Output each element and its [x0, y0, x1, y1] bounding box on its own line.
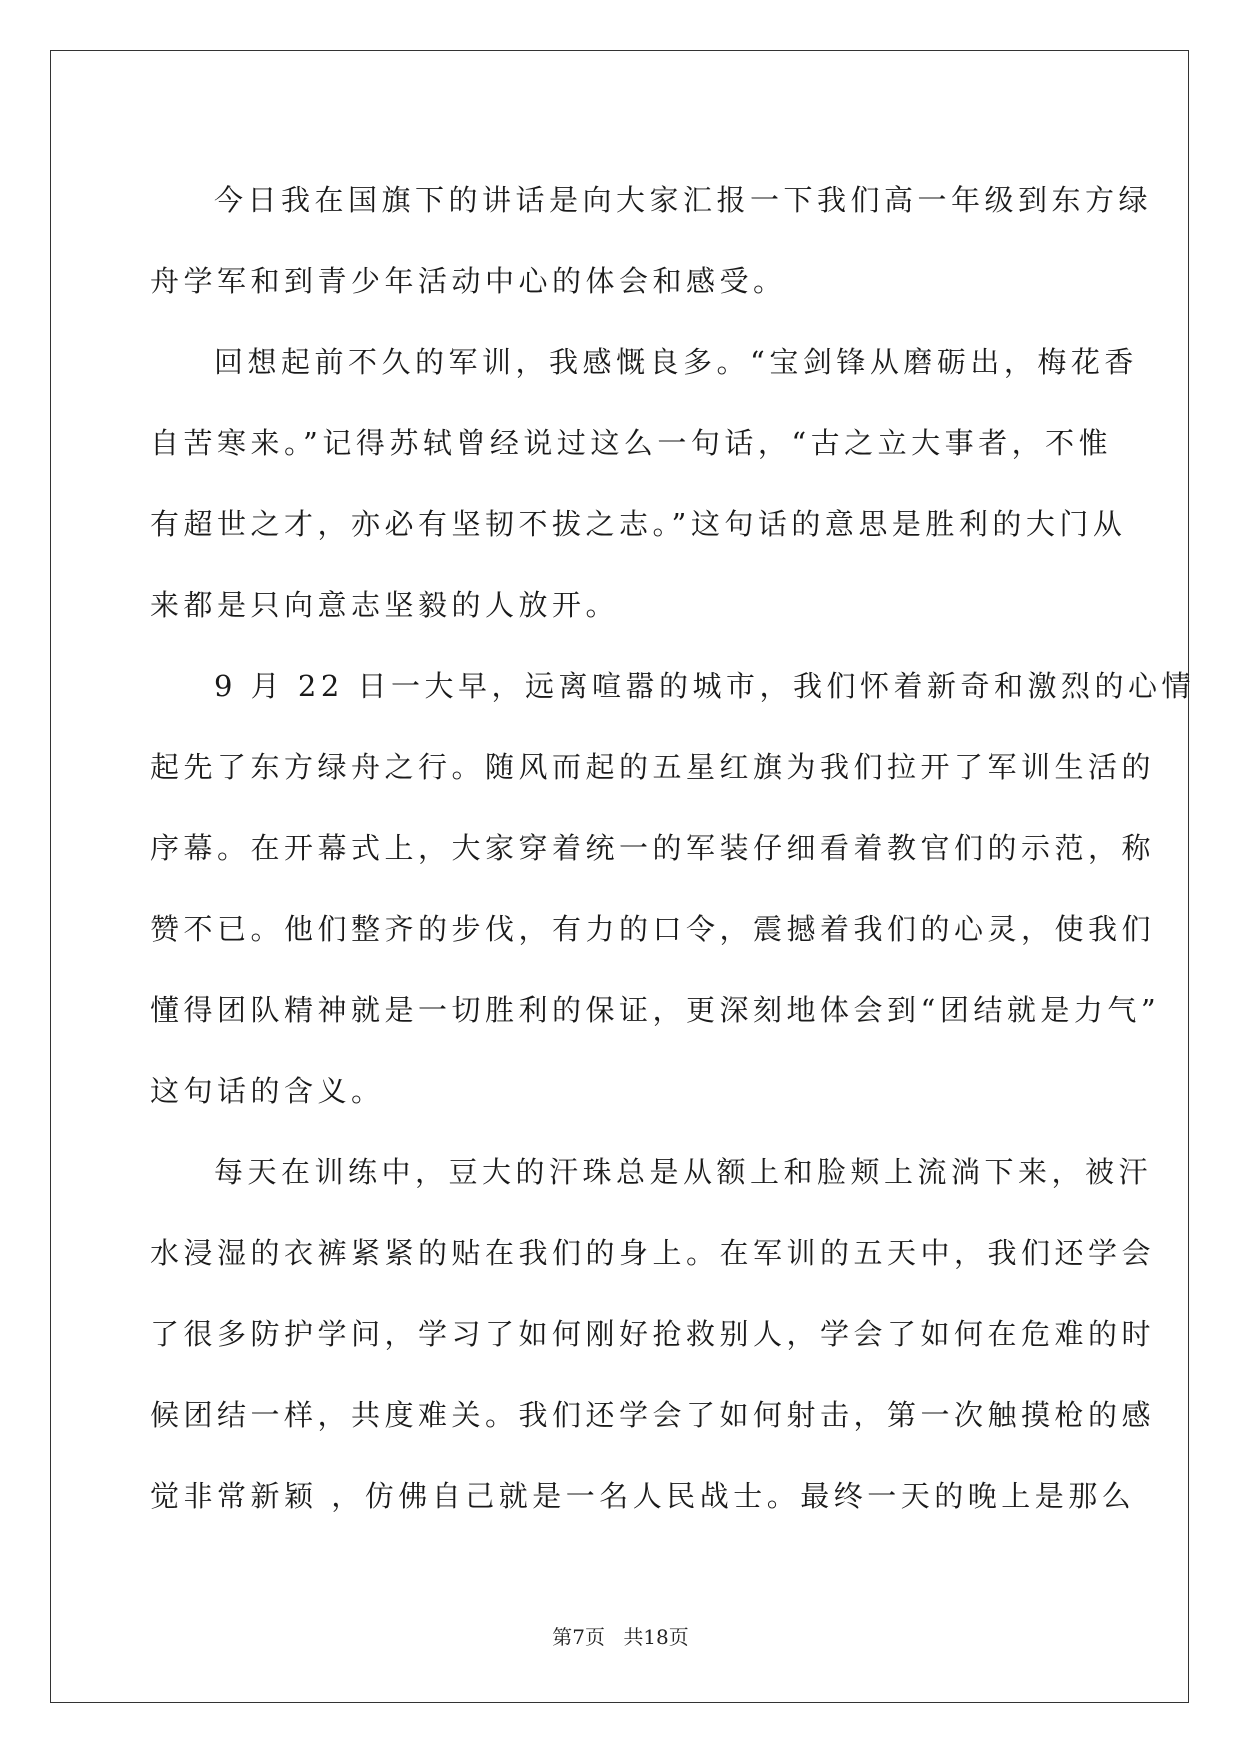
paragraph-2 — [150, 322, 1138, 646]
document-body — [150, 160, 1196, 1537]
text-line: 自苦寒来。”记得苏轼曾经说过这么一句话，“古之立大事者，不惟 — [150, 426, 1113, 460]
text-line: 9 月 22 日一大早，远离喧嚣的城市，我们怀着新奇和激烈的心情 — [214, 669, 1196, 703]
text-line: 来都是只向意志坚毅的人放开。 — [150, 588, 620, 622]
text-line: 觉非常新颖 ，仿佛自己就是一名人民战士。最终一天的晚上是那么 — [150, 1479, 1136, 1513]
text-line: 赞不已。他们整齐的步伐，有力的口令，震撼着我们的心灵，使我们 — [150, 912, 1156, 946]
text-line: 懂得团队精神就是一切胜利的保证，更深刻地体会到“团结就是力气” — [150, 993, 1161, 1027]
paragraph-4 — [150, 1132, 1156, 1537]
text-line: 这句话的含义。 — [150, 1074, 385, 1108]
paragraph-3 — [150, 646, 1196, 1132]
text-line: 回想起前不久的军训，我感慨良多。“宝剑锋从磨砺出，梅花香 — [214, 345, 1138, 379]
text-line: 了很多防护学问，学习了如何刚好抢救别人，学会了如何在危难的时 — [150, 1317, 1156, 1351]
page-number: 第7页 — [552, 1625, 605, 1649]
paragraph-1 — [150, 160, 1153, 322]
text-line: 舟学军和到青少年活动中心的体会和感受。 — [150, 264, 787, 298]
text-line: 序幕。在开幕式上，大家穿着统一的军装仔细看着教官们的示范，称 — [150, 831, 1156, 865]
page-footer — [0, 1621, 1241, 1650]
page-total: 共18页 — [623, 1625, 689, 1649]
text-line: 今日我在国旗下的讲话是向大家汇报一下我们高一年级到东方绿 — [214, 183, 1153, 217]
text-line: 起先了东方绿舟之行。随风而起的五星红旗为我们拉开了军训生活的 — [150, 750, 1156, 784]
text-line: 候团结一样，共度难关。我们还学会了如何射击，第一次触摸枪的感 — [150, 1398, 1156, 1432]
text-line: 水浸湿的衣裤紧紧的贴在我们的身上。在军训的五天中，我们还学会 — [150, 1236, 1156, 1270]
text-line: 每天在训练中，豆大的汗珠总是从额上和脸颊上流淌下来，被汗 — [214, 1155, 1153, 1189]
text-line: 有超世之才，亦必有坚韧不拔之志。”这句话的意思是胜利的大门从 — [150, 507, 1127, 541]
